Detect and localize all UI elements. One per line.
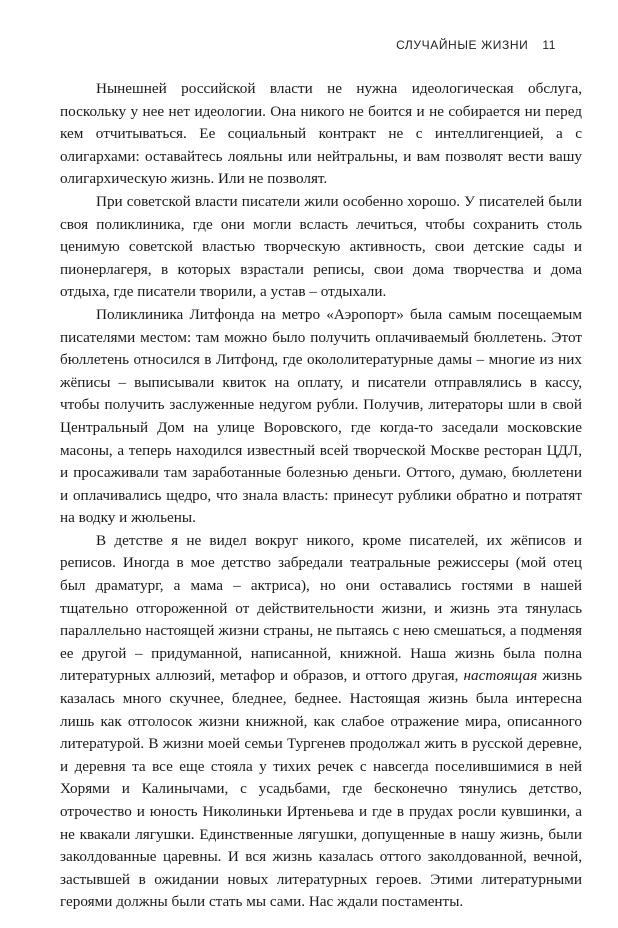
paragraph-3: Поликлиника Литфонда на метро «Аэропорт» была самым посещаемым писателями местом: там можно было получить оплачиваемый бюллетень. Этот бюллетень относился в Литфонд, где окололитературные дамы – многие из них жёписы – выписывали квиток на оплату, и писатели отправлялись в кассу, чтобы получить заслуженные недугом рубли. Получив, литераторы шли в свой Центральный Дом на улице Воровского, где когда-то заседали московские масоны, а теперь находился известный всей творческой Москве ресторан ЦДЛ, и просаживали там заработанные болезнью деньги. Оттого, думаю, бюллетени и оплачивались щедро, что знала власть: принесут рублики обратно и потратят на водку и жюльены. [60,305,582,527]
paragraph-4-italic-word: настоящая [463,667,538,685]
paragraph-4-part-2: жизнь казалась много скучнее, бледнее, беднее. Настоящая жизнь была интересна лишь как отголосок жизни книжной, как слабое отражение мира, описанного литературой. В жизни моей семьи Тургенев продолжал жить в русской деревне, и деревня та все еще стояла у тихих речек с навсегда поселившимися в ней Хорями и Калинычами, с усадьбами, где бесконечно тянулись детство, отрочество и юность Николиньки Иртеньева и где в прудах росли кувшинки, а не квакали лягушки. Единственные лягушки, допущенные в нашу жизнь, были заколдованные царевны. И вся жизнь казалась оттого заколдованной, вечной, застывшей в ожидании новых литературных героев. Этими литературными героями должны были стать мы сами. Нас ждали постаменты. [60,667,583,911]
body-text [60,78,582,914]
paragraph-2: При советской власти писатели жили особенно хорошо. У писателей были своя поликлиника, где они могли всласть лечиться, чтобы сохранить столь ценимую советской властью творческую активность, свои детские сады и пионерлагеря, в которых взрастали реписы, свои дома творчества и дома отдыха, где писатели творили, а устав – отдыхали. [60,192,582,301]
running-head-title: СЛУЧАЙНЫЕ ЖИЗНИ [396,38,529,52]
paragraph-4 [60,530,582,914]
running-head [396,38,556,52]
paragraph-1: Нынешней российской власти не нужна идеологическая обслуга, поскольку у нее нет идеологии. Она никого не боится и не собирается ни перед кем отчитываться. Ее социальный контракт не с интеллигенцией, а с олигархами: оставайтесь лояльны или нейтральны, и вам позволят вести вашу олигархическую жизнь. Или не позволят. [60,80,582,188]
paragraph-4-part-1: В детстве я не видел вокруг никого, кроме писателей, их жёписов и реписов. Иногда в мое детство забредали театральные режиссеры (мой отец был драматург, а мама – актриса), но они оставались гостями в нашей тщательно отгороженной от действительности жизни, и жизнь эта тянулась параллельно настоящей жизни страны, не пытаясь с нею смешаться, а подменяя ее другой – придуманной, написанной, книжной. Наша жизнь была полна литературных аллюзий, метафор и образов, и оттого другая, [60,531,582,685]
page-number: 11 [542,38,556,52]
